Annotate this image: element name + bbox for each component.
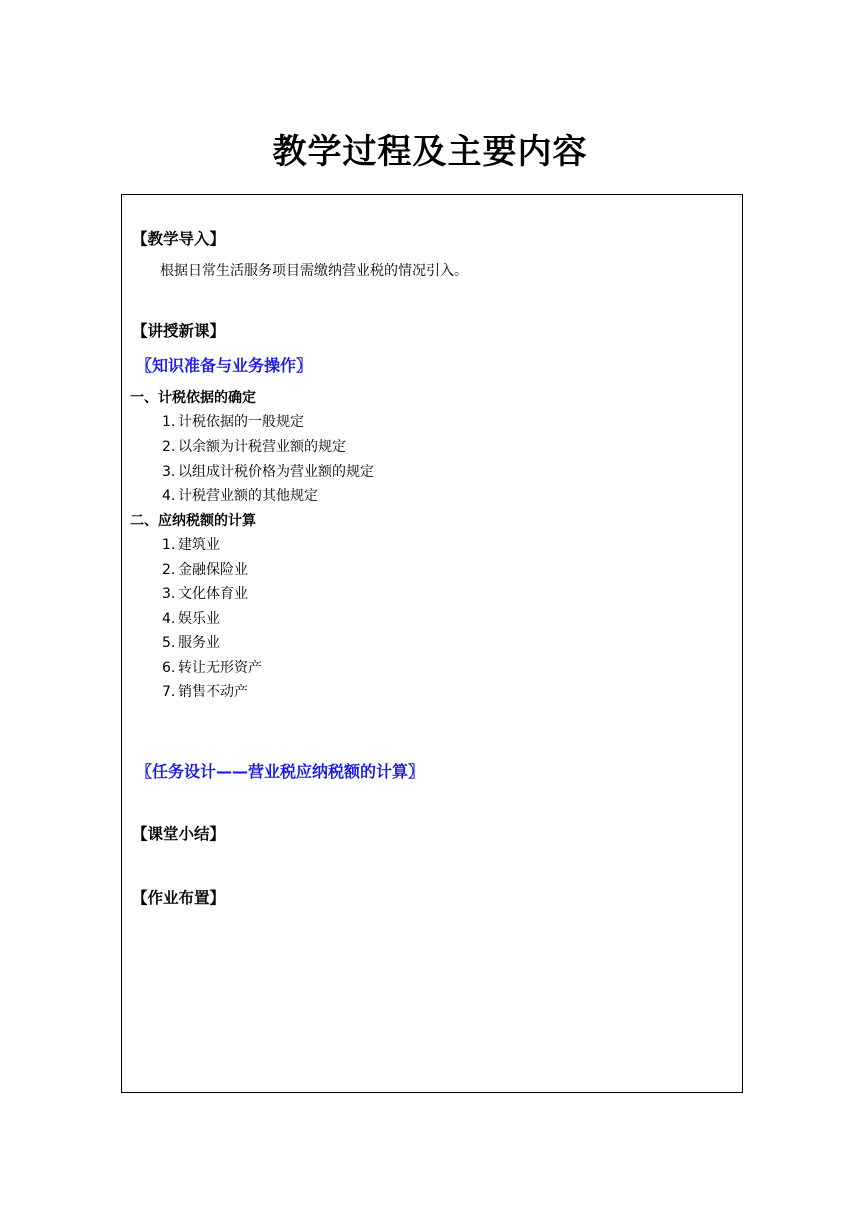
list-item: 3. 文化体育业	[162, 586, 248, 602]
list-item: 2. 以余额为计税营业额的规定	[162, 439, 346, 455]
intro-text: 根据日常生活服务项目需缴纳营业税的情况引入。	[160, 263, 468, 279]
list-item: 6. 转让无形资产	[162, 660, 262, 676]
summary-heading: 【课堂小结】	[132, 825, 226, 843]
knowledge-heading: 〖知识准备与业务操作〗	[136, 356, 313, 375]
list-item: 2. 金融保险业	[162, 562, 248, 578]
list-item: 4. 娱乐业	[162, 611, 220, 627]
part2-heading: 二、应纳税额的计算	[130, 513, 256, 529]
list-item: 7. 销售不动产	[162, 684, 248, 700]
homework-heading: 【作业布置】	[132, 889, 226, 907]
intro-heading: 【教学导入】	[132, 230, 226, 248]
list-item: 5. 服务业	[162, 635, 220, 651]
task-heading: 〖任务设计——营业税应纳税额的计算〗	[136, 762, 425, 781]
list-item: 3. 以组成计税价格为营业额的规定	[162, 464, 374, 480]
page-title: 教学过程及主要内容	[272, 132, 588, 172]
part1-heading: 一、计税依据的确定	[130, 390, 256, 406]
content-box	[121, 194, 743, 1093]
lecture-heading: 【讲授新课】	[132, 322, 226, 340]
list-item: 4. 计税营业额的其他规定	[162, 488, 318, 504]
list-item: 1. 建筑业	[162, 537, 220, 553]
list-item: 1. 计税依据的一般规定	[162, 414, 304, 430]
